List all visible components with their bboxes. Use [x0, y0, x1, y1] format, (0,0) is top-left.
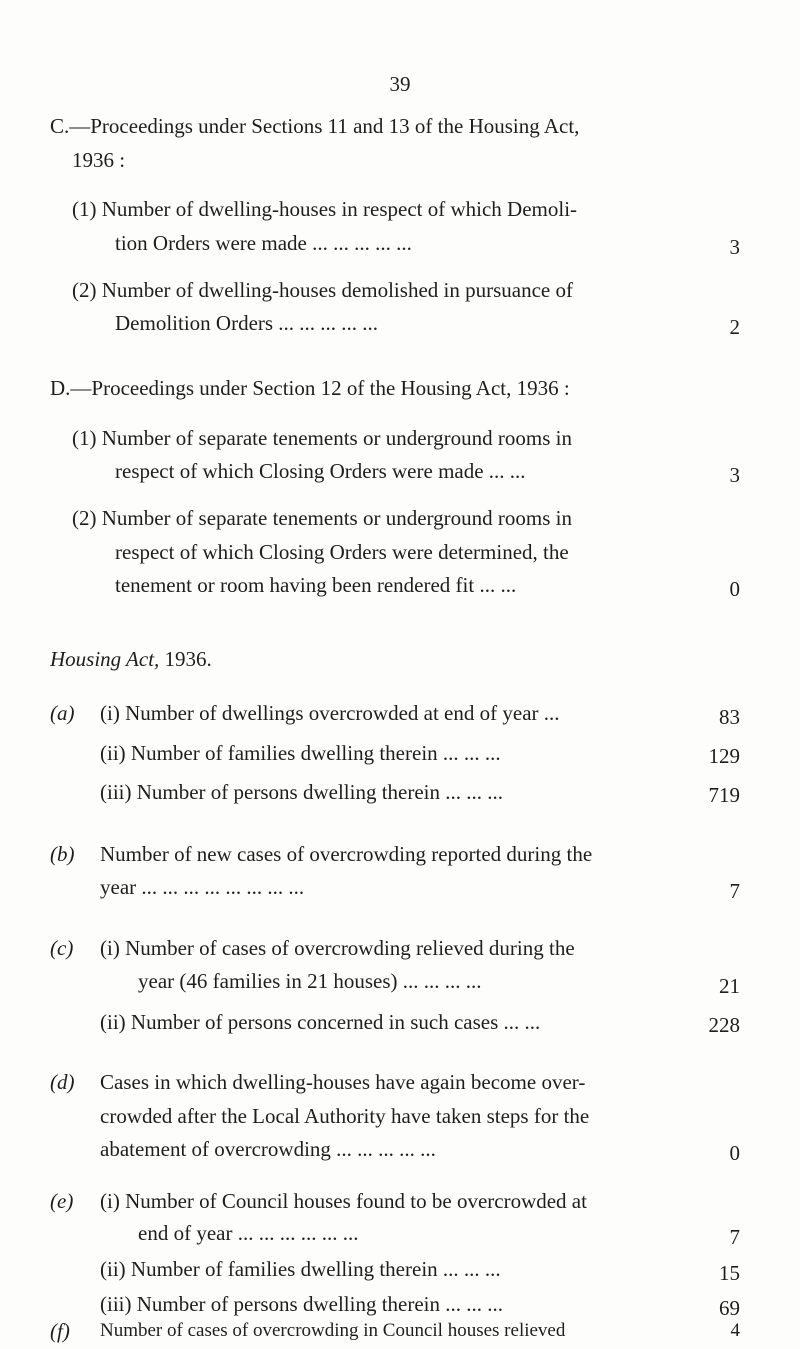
- a-iii-value: 719: [708, 783, 740, 807]
- c-i-value: 21: [719, 974, 740, 998]
- b-value: 7: [729, 879, 740, 903]
- e-i-line1: (i) Number of Council houses found to be overcrowded at: [100, 1189, 587, 1213]
- section-c-item2-line2: Demolition Orders ... ... ... ... ...: [115, 311, 379, 335]
- d-label: (d): [50, 1070, 75, 1094]
- section-d-item1-line1: (1) Number of separate tenements or underground rooms in: [72, 426, 572, 450]
- section-c-item2-line1: (2) Number of dwelling-houses demolished in pursuance of: [72, 278, 573, 302]
- e-i-value: 7: [729, 1225, 740, 1249]
- page-number: 39: [389, 72, 411, 96]
- section-c-heading-cont: 1936 :: [72, 148, 126, 172]
- f-line1: Number of cases of overcrowding in Council houses relieved: [100, 1320, 566, 1341]
- a-ii-text: (ii) Number of families dwelling therein ... ... ...: [100, 741, 501, 765]
- a-i-value: 83: [719, 705, 740, 729]
- section-d-item2-line1: (2) Number of separate tenements or underground rooms in: [72, 506, 572, 530]
- section-d-item1-line2: respect of which Closing Orders were made ... ...: [115, 459, 526, 483]
- section-c-item2-value: 2: [729, 315, 740, 339]
- section-d-item2-line2: respect of which Closing Orders were determined, the: [115, 540, 569, 564]
- b-line2: year ... ... ... ... ... ... ... ...: [100, 875, 305, 899]
- e-i-line2: end of year ... ... ... ... ... ...: [138, 1221, 359, 1245]
- d-value: 0: [729, 1141, 740, 1165]
- section-d-heading: D.—Proceedings under Section 12 of the Housing Act, 1936 :: [50, 376, 570, 400]
- a-label: (a): [50, 701, 75, 725]
- housing-act-title-year: 1936.: [159, 647, 212, 671]
- section-c-item1-value: 3: [729, 235, 740, 259]
- b-line1: Number of new cases of overcrowding reported during the: [100, 842, 593, 866]
- section-c-heading: C.—Proceedings under Sections 11 and 13 of the Housing Act,: [50, 114, 580, 138]
- section-c-item1-line2: tion Orders were made ... ... ... ... ...: [115, 231, 412, 255]
- section-d-item2-value: 0: [729, 577, 740, 601]
- a-iii-text: (iii) Number of persons dwelling therein ... ... ...: [100, 780, 503, 804]
- c-label: (c): [50, 936, 74, 960]
- e-iii-text: (iii) Number of persons dwelling therein ... ... ...: [100, 1292, 503, 1316]
- d-line3: abatement of overcrowding ... ... ... ... ...: [100, 1137, 436, 1161]
- section-d-item1-value: 3: [729, 463, 740, 487]
- e-ii-text: (ii) Number of families dwelling therein ... ... ...: [100, 1257, 501, 1281]
- a-ii-value: 129: [708, 744, 740, 768]
- housing-act-title-italic: Housing Act,: [50, 647, 160, 671]
- c-i-line1: (i) Number of cases of overcrowding relieved during the: [100, 936, 575, 960]
- d-line1: Cases in which dwelling-houses have again become over-: [100, 1070, 586, 1094]
- section-c-item1-line1: (1) Number of dwelling-houses in respect of which Demoli-: [72, 197, 578, 221]
- e-label: (e): [50, 1189, 74, 1213]
- housing-act-title: [50, 646, 212, 672]
- section-d-item2-line3: tenement or room having been rendered fit ... ...: [115, 573, 517, 597]
- c-ii-text: (ii) Number of persons concerned in such cases ... ...: [100, 1010, 541, 1034]
- e-iii-value: 69: [719, 1296, 740, 1320]
- e-ii-value: 15: [719, 1261, 740, 1285]
- c-i-line2: year (46 families in 21 houses) ... ... ... ...: [138, 969, 482, 993]
- b-label: (b): [50, 842, 75, 866]
- c-ii-value: 228: [708, 1013, 740, 1037]
- f-value: 4: [730, 1320, 740, 1341]
- d-line2: crowded after the Local Authority have taken steps for the: [100, 1104, 590, 1128]
- f-label: (f): [50, 1319, 70, 1343]
- a-i-text: (i) Number of dwellings overcrowded at end of year ...: [100, 701, 560, 725]
